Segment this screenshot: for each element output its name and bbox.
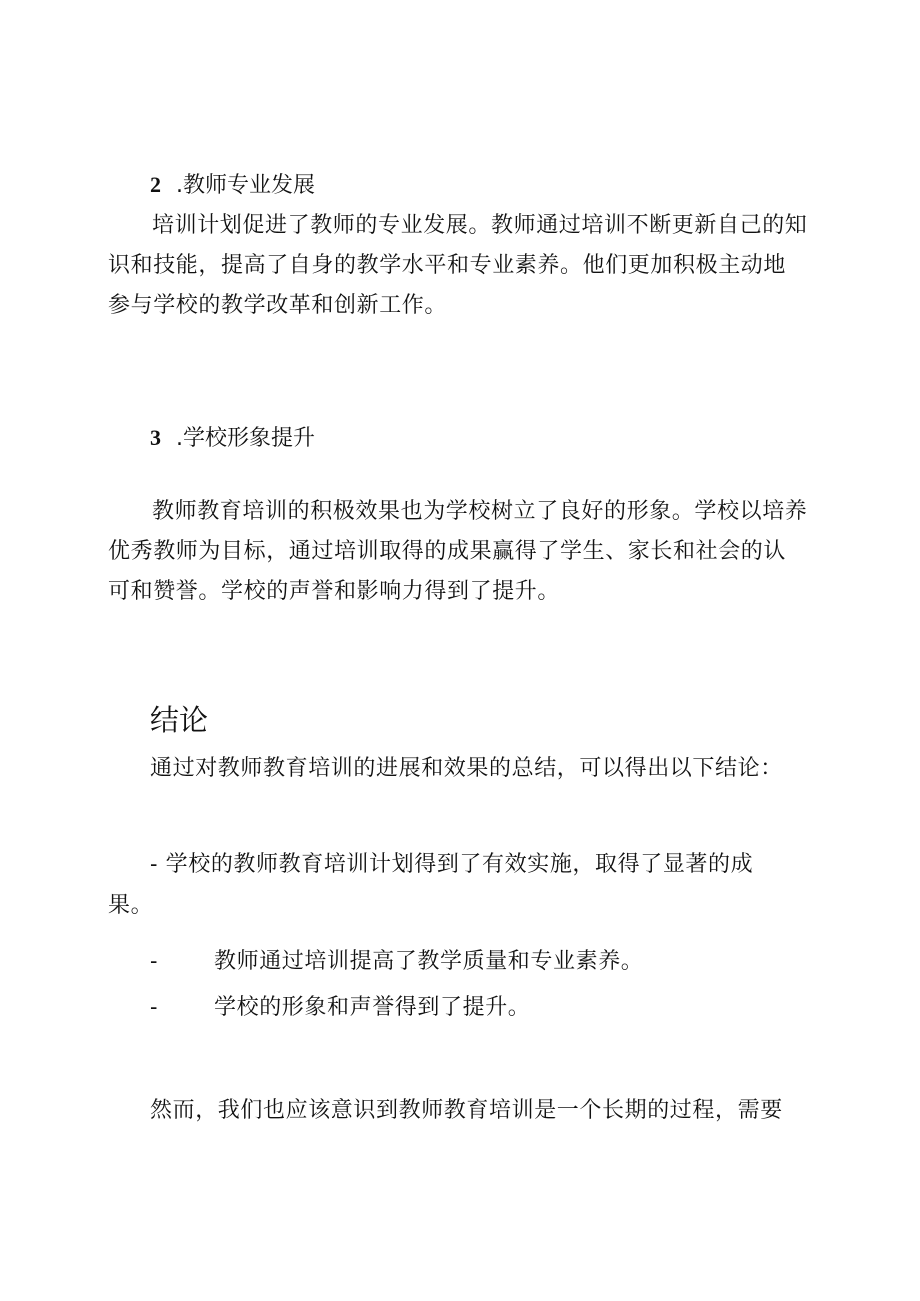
conclusion-title: 结论	[150, 703, 209, 737]
section-3-title: .学校形象提升	[176, 426, 315, 451]
bullet-dash-3: -	[150, 995, 158, 1020]
conclusion-bullet-3: 学校的形象和声誉得到了提升。	[214, 995, 531, 1020]
section-3-heading	[150, 421, 315, 452]
conclusion-bullet-1-line-2: 果。	[108, 893, 154, 918]
section-2-heading	[150, 168, 315, 199]
conclusion-closing: 然而，我们也应该意识到教师教育培训是一个长期的过程，需要	[150, 1098, 783, 1123]
bullet-dash-2: -	[150, 949, 158, 974]
conclusion-intro: 通过对教师教育培训的进展和效果的总结，可以得出以下结论：	[150, 756, 783, 781]
section-2-number: 2	[150, 172, 161, 197]
section-2-title: .教师专业发展	[176, 173, 315, 198]
conclusion-bullet-2: 教师通过培训提高了教学质量和专业素养。	[214, 949, 644, 974]
conclusion-bullet-1-line-1: - 学校的教师教育培训计划得到了有效实施，取得了显著的成	[150, 852, 754, 877]
section-3-number: 3	[150, 425, 161, 450]
section-2-paragraph: 培训计划促进了教师的专业发展。教师通过培训不断更新自己的知识和技能，提高了自身的教学水平和专业素养。他们更加积极主动地参与学校的教学改革和创新工作。	[108, 213, 808, 318]
section-3-paragraph: 教师教育培训的积极效果也为学校树立了良好的形象。学校以培养优秀教师为目标，通过培训取得的成果赢得了学生、家长和社会的认可和赞誉。学校的声誉和影响力得到了提升。	[108, 499, 808, 604]
